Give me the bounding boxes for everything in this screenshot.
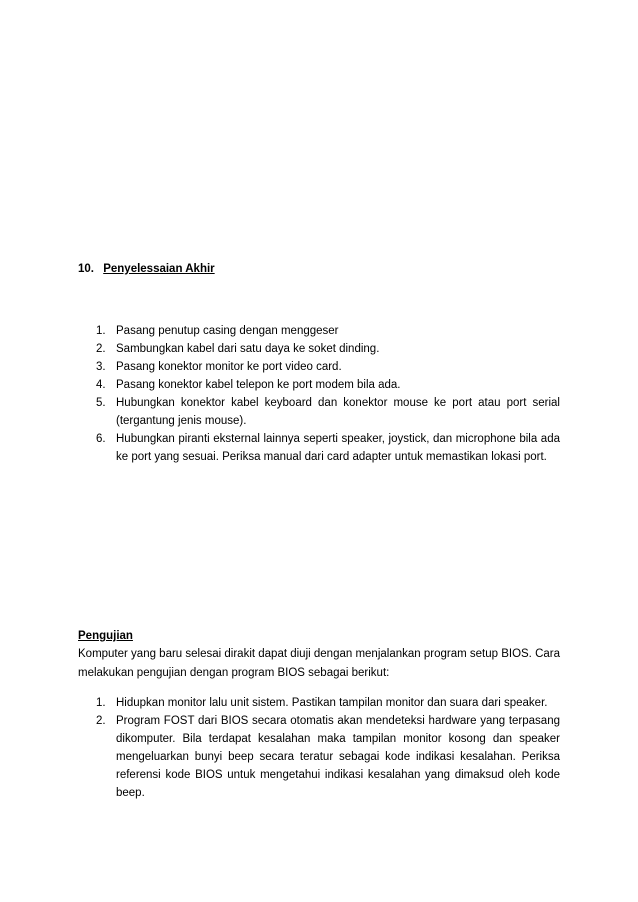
list-item-text: Pasang penutup casing dengan menggeser bbox=[116, 325, 339, 337]
list-item-text: Program FOST dari BIOS secara otomatis akan mendeteksi hardware yang terpasang dikomputer. Bila terdapat kesalahan maka tampilan monitor kosong dan speaker mengeluarkan bunyi beep secara teratur sebagai kode indikasi kesalahan. Periksa referensi kode BIOS untuk mengetahui indikasi kesalahan yang dimaksud oleh kode beep. bbox=[116, 715, 560, 799]
list-item-text: Sambungkan kabel dari satu daya ke soket dinding. bbox=[116, 343, 380, 355]
list-marker: 2. bbox=[96, 715, 106, 727]
section-title: Penyelessaian Akhir bbox=[103, 263, 215, 275]
list-item-text: Pasang konektor kabel telepon ke port modem bila ada. bbox=[116, 379, 401, 391]
steps-list bbox=[78, 322, 560, 466]
list-marker: 6. bbox=[96, 433, 106, 445]
section-title: Pengujian bbox=[78, 630, 133, 642]
section-pengujian bbox=[78, 627, 560, 802]
list-marker: 1. bbox=[96, 697, 106, 709]
list-item-text: Pasang konektor monitor ke port video card. bbox=[116, 361, 342, 373]
list-item bbox=[78, 712, 560, 802]
section-heading bbox=[78, 627, 560, 645]
intro-paragraph: Komputer yang baru selesai dirakit dapat diuji dengan menjalankan program setup BIOS. Cara melakukan pengujian dengan program BIOS sebagai berikut: bbox=[78, 648, 561, 679]
list-item bbox=[78, 322, 560, 340]
list-marker: 4. bbox=[96, 379, 106, 391]
list-item bbox=[78, 340, 560, 358]
list-marker: 5. bbox=[96, 397, 106, 409]
list-item bbox=[78, 376, 560, 394]
list-marker: 3. bbox=[96, 361, 106, 373]
list-item bbox=[78, 394, 560, 430]
list-marker: 1. bbox=[96, 325, 106, 337]
list-item-text: Hidupkan monitor lalu unit sistem. Pastikan tampilan monitor dan suara dari speaker. bbox=[116, 697, 548, 709]
list-item-text: Hubungkan piranti eksternal lainnya seperti speaker, joystick, dan microphone bila ada ke port yang sesuai. Periksa manual dari card adapter untuk memastikan lokasi port. bbox=[116, 433, 560, 463]
section-penyelesaian-akhir bbox=[78, 260, 560, 466]
list-item bbox=[78, 358, 560, 376]
list-item bbox=[78, 694, 560, 712]
section-number: 10. bbox=[78, 263, 94, 275]
list-marker: 2. bbox=[96, 343, 106, 355]
list-item-text: Hubungkan konektor kabel keyboard dan konektor mouse ke port atau port serial (tergantung jenis mouse). bbox=[116, 397, 560, 427]
list-item bbox=[78, 430, 560, 466]
steps-list bbox=[78, 694, 560, 802]
section-heading bbox=[78, 260, 560, 278]
